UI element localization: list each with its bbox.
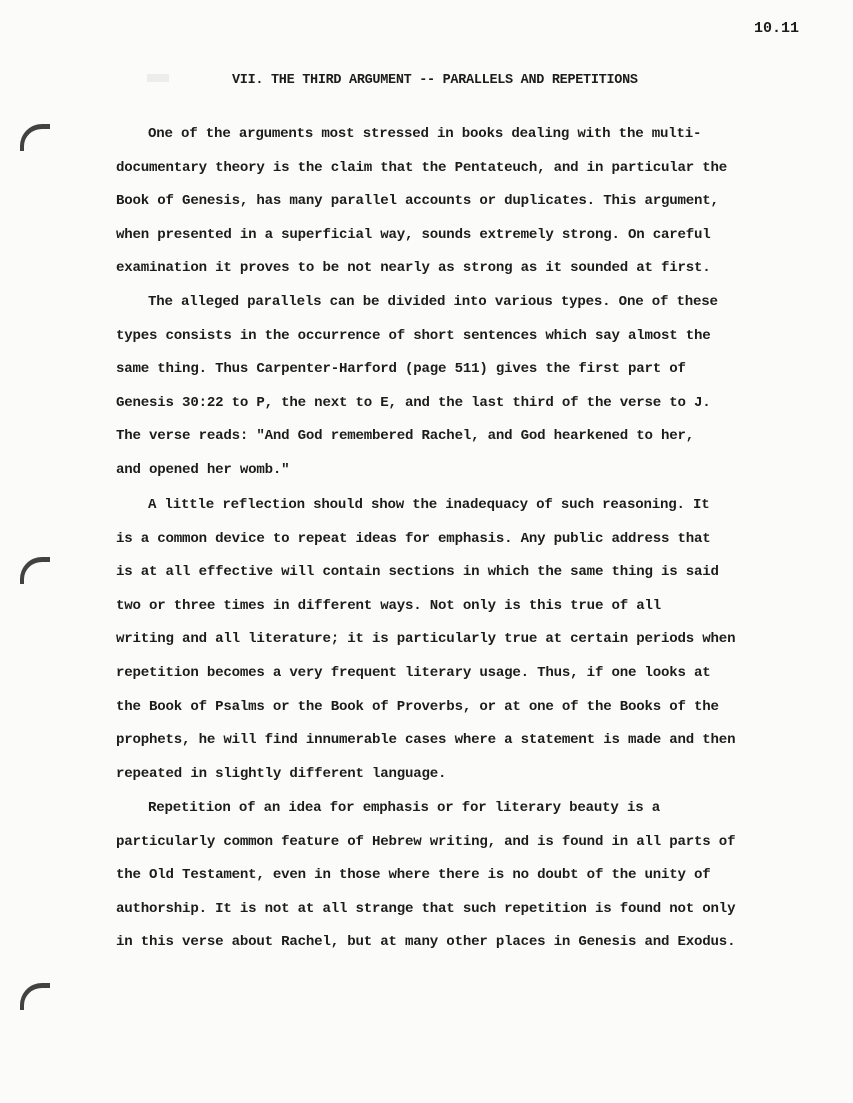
paragraph xyxy=(116,489,796,791)
text-line: Book of Genesis, has many parallel accounts or duplicates. This argument, xyxy=(116,193,719,210)
text-line: and opened her womb." xyxy=(116,461,290,478)
text-line: repetition becomes a very frequent literary usage. Thus, if one looks at xyxy=(116,664,711,681)
text-line: same thing. Thus Carpenter-Harford (page 511) gives the first part of xyxy=(116,361,686,378)
text-line: is a common device to repeat ideas for emphasis. Any public address that xyxy=(116,530,711,547)
text-line: A little reflection should show the inadequacy of such reasoning. It xyxy=(148,497,710,513)
page-number: 10.11 xyxy=(754,20,800,37)
text-line: The alleged parallels can be divided into various types. One of these xyxy=(148,294,718,310)
paragraph xyxy=(116,792,796,960)
text-line: in this verse about Rachel, but at many other places in Genesis and Exodus. xyxy=(116,934,736,951)
text-line: when presented in a superficial way, sounds extremely strong. On careful xyxy=(116,226,711,243)
text-line: examination it proves to be not nearly as strong as it sounded at first. xyxy=(116,260,711,277)
paragraph xyxy=(116,286,796,488)
punch-hole-icon xyxy=(20,124,50,151)
text-line: the Old Testament, even in those where there is no doubt of the unity of xyxy=(116,867,711,884)
text-line: Genesis 30:22 to P, the next to E, and the last third of the verse to J. xyxy=(116,394,711,411)
text-line: documentary theory is the claim that the Pentateuch, and in particular the xyxy=(116,159,728,176)
text-line: particularly common feature of Hebrew writing, and is found in all parts of xyxy=(116,833,736,850)
text-line: repeated in slightly different language. xyxy=(116,765,447,782)
punch-hole-icon xyxy=(20,557,50,584)
scan-smudge xyxy=(147,74,169,82)
text-line: types consists in the occurrence of short sentences which say almost the xyxy=(116,327,711,344)
text-line: writing and all literature; it is particularly true at certain periods when xyxy=(116,631,736,648)
punch-hole-icon xyxy=(20,983,50,1010)
text-line: The verse reads: "And God remembered Rachel, and God hearkened to her, xyxy=(116,428,695,445)
text-line: One of the arguments most stressed in books dealing with the multi- xyxy=(148,126,702,142)
text-line: the Book of Psalms or the Book of Proverbs, or at one of the Books of the xyxy=(116,698,719,715)
text-line: Repetition of an idea for emphasis or for literary beauty is a xyxy=(148,800,660,816)
text-line: two or three times in different ways. Not only is this true of all xyxy=(116,597,662,614)
text-line: authorship. It is not at all strange that such repetition is found not only xyxy=(116,900,736,917)
text-line: prophets, he will find innumerable cases where a statement is made and then xyxy=(116,732,736,749)
text-line: is at all effective will contain sections in which the same thing is said xyxy=(116,564,719,581)
section-title: VII. THE THIRD ARGUMENT -- PARALLELS AND REPETITIONS xyxy=(232,73,638,88)
paragraph xyxy=(116,118,796,286)
